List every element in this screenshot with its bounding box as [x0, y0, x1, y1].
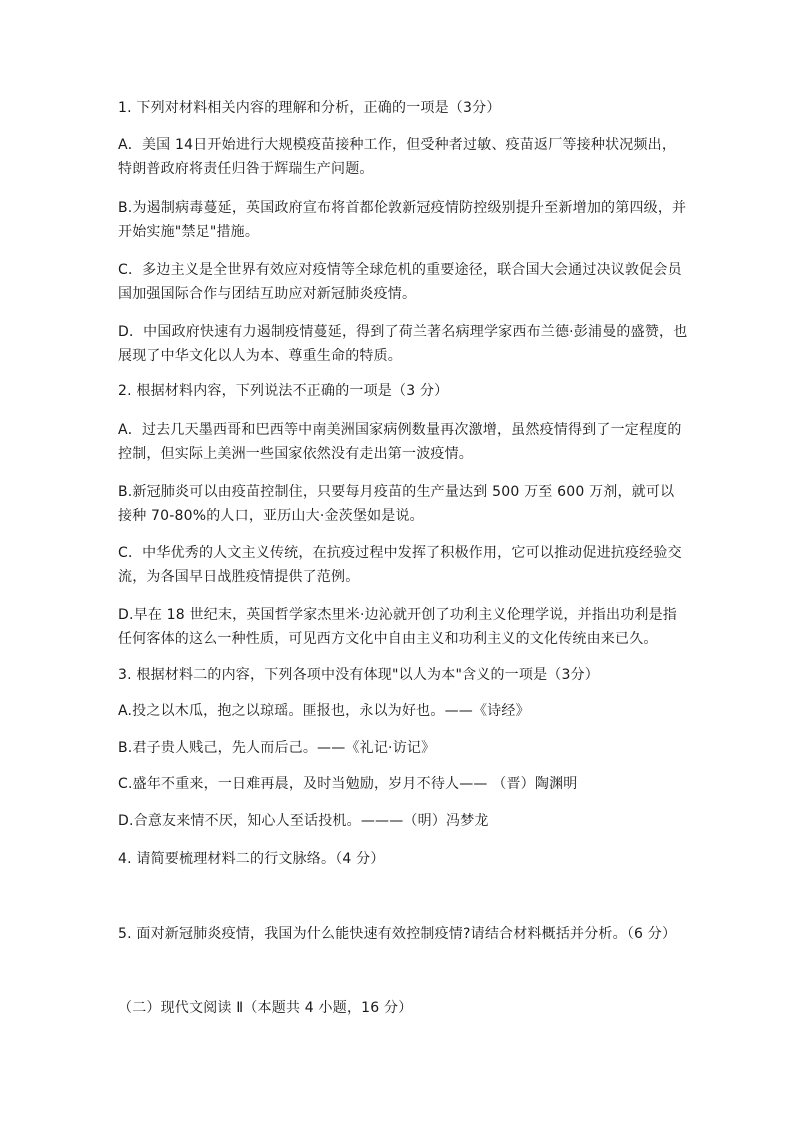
question-2-option-a: A．过去几天墨西哥和巴西等中南美洲国家病例数量再次激增，虽然疫情得到了一定程度的控制，但实际上美洲一些国家依然没有走出第一波疫情。 [118, 422, 682, 462]
question-5-stem: 5. 面对新冠肺炎疫情，我国为什么能快速有效控制疫情?请结合材料概括并分析。（6 分） [118, 926, 677, 942]
question-2-option-d: D.早在 18 世纪末，英国哲学家杰里米·边沁就开创了功利主义伦理学说，并指出功利是指任何客体的这么一种性质，可见西方文化中自由主义和功利主义的文化传统由来已久。 [118, 607, 677, 647]
question-2-stem: 2. 根据材料内容，下列说法不正确的一项是（3 分） [118, 383, 449, 399]
question-1-stem: 1. 下列对材料相关内容的理解和分析，正确的一项是（3分） [118, 100, 501, 116]
question-3-option-a: A.投之以木瓜，抱之以琼瑶。匪报也，永以为好也。——《诗经》 [118, 703, 530, 719]
section-heading: （二）现代文阅读 Ⅱ（本题共 4 小题，16 分） [118, 1000, 413, 1016]
question-3-option-d: D.合意友来情不厌，知心人至话投机。———（明）冯梦龙 [118, 813, 489, 829]
question-2-option-c: C．中华优秀的人文主义传统，在抗疫过程中发挥了积极作用，它可以推动促进抗疫经验交流，为各国早日战胜疫情提供了范例。 [118, 545, 682, 585]
question-2-option-b: B.新冠肺炎可以由疫苗控制住，只要每月疫苗的生产量达到 500 万至 600 万剂，就可以接种 70-80%的人口，亚历山大·金茨堡如是说。 [118, 484, 675, 524]
question-3-option-c: C.盛年不重来，一日难再晨，及时当勉励，岁月不待人—— （晋）陶渊明 [118, 776, 578, 792]
question-4-stem: 4. 请简要梳理材料二的行文脉络。（4 分） [118, 851, 385, 867]
question-3-stem: 3. 根据材料二的内容，下列各项中没有体现"以人为本"含义的一项是（3分） [118, 667, 599, 683]
question-1-option-a: A．美国 14日开始进行大规模疫苗接种工作，但受种者过敏、疫苗返厂等接种状况频出，特朗普政府将责任归咎于辉瑞生产问题。 [118, 137, 677, 177]
question-1-option-b: B.为遏制病毒蔓延，英国政府宣布将首都伦敦新冠疫情防控级别提升至新增加的第四级，并开始实施"禁足"措施。 [118, 200, 687, 240]
question-1-option-c: C．多边主义是全世界有效应对疫情等全球危机的重要途径，联合国大会通过决议敦促会员国加强国际合作与团结互助应对新冠肺炎疫情。 [118, 262, 682, 302]
question-1-option-d: D．中国政府快速有力遏制疫情蔓延，得到了荷兰著名病理学家西布兰德·彭浦曼的盛赞，也展现了中华文化以人为本、尊重生命的特质。 [118, 324, 688, 364]
question-3-option-b: B.君子贵人贱己，先人而后己。——《礼记·访记》 [118, 740, 436, 756]
